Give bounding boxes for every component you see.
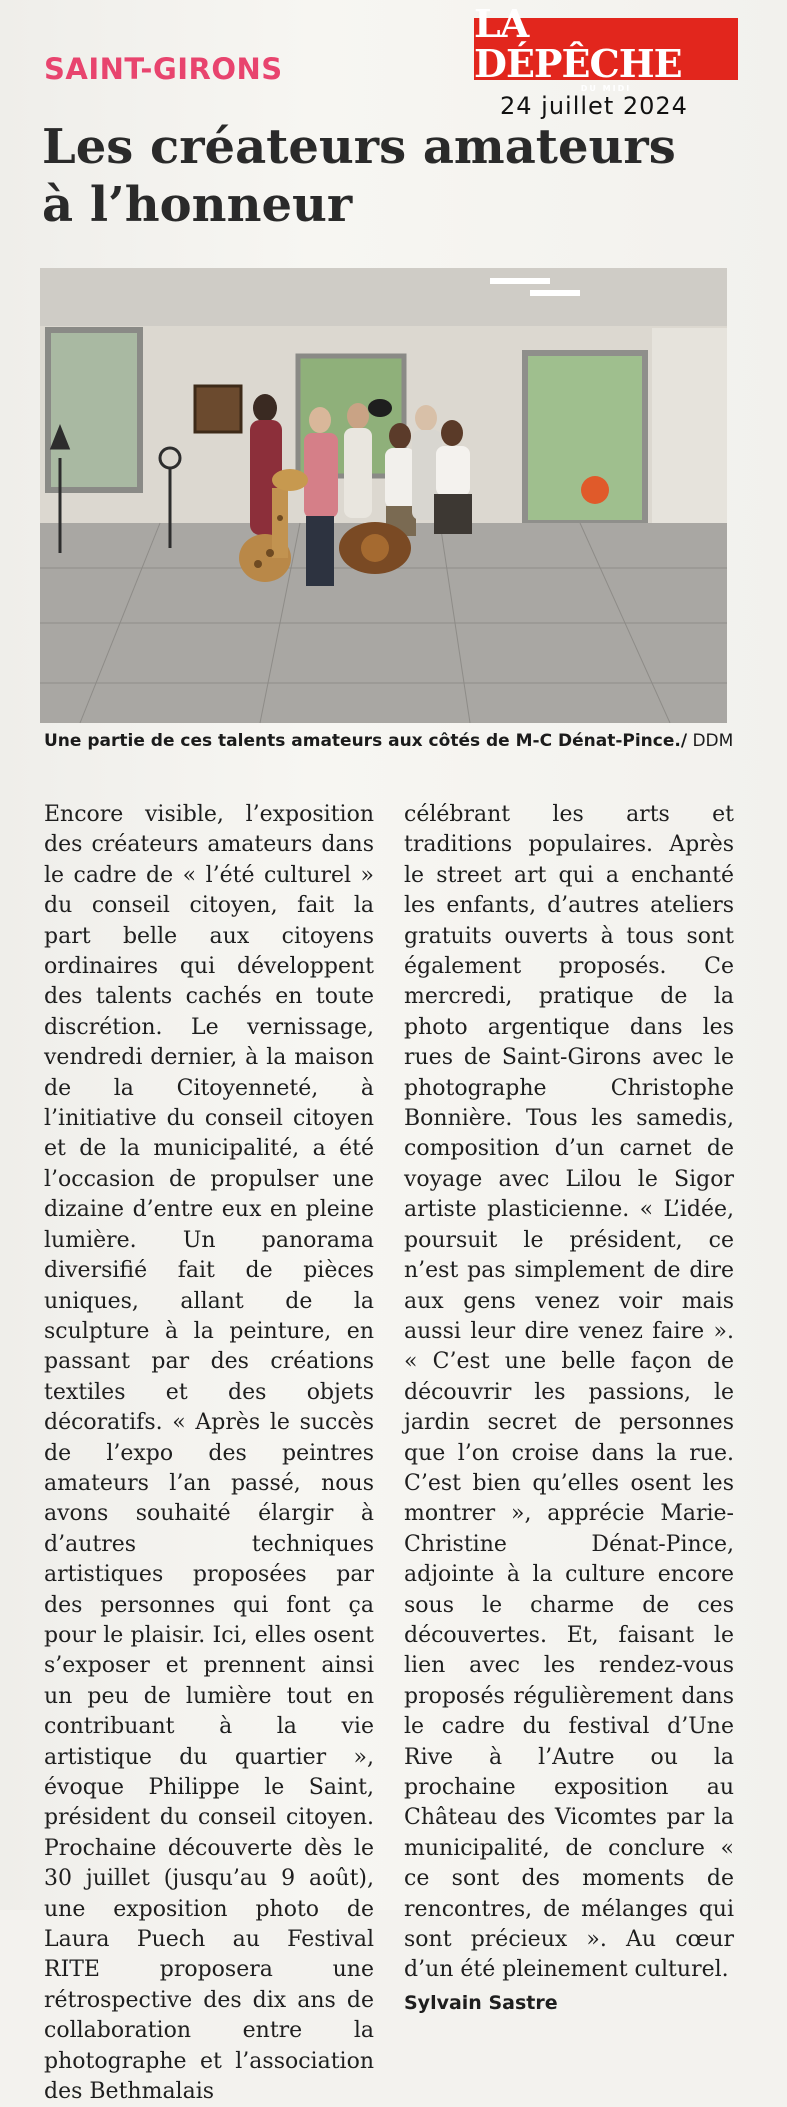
ceiling-light xyxy=(490,278,550,284)
article-column-2 xyxy=(404,800,734,2018)
headline-line-2: à l’honneur xyxy=(42,177,353,233)
logo-name: LA DÉPÊCHE xyxy=(474,1,682,86)
author-byline: Sylvain Sastre xyxy=(404,1991,558,2014)
article-body-column-1: Encore visible, l’exposition des créateurs amateurs dans le cadre de « l’été culturel » du conseil citoyen, fait la part belle aux citoyens ordinaires qui développent des talents cachés en toute discrétion. Le vernissage, vendredi dernier, à la maison de la Citoyenneté, à l’initiative du conseil citoyen et de la municipalité, a été l’occasion de propulser une dizaine d’entre eux en pleine lumière. Un panorama diversifié fait de pièces uniques, allant de la sculpture à la peinture, en passant par des créations textiles et des objets décoratifs. « Après le succès de l’expo des peintres amateurs l’an passé, nous avons souhaité élargir à d’autres techniques artistiques proposées par des personnes qui font ça pour le plaisir. Ici, elles osent s’exposer et prennent ainsi un peu de lumière tout en contribuant à la vie artistique du quartier », évoque Philippe le Saint, président du conseil citoyen. Prochaine découverte dès le 30 juillet (jusqu’au 9 août), une exposition photo de Laura Puech au Festival RITE proposera une rétrospective des dix ans de collaboration entre la photographe et l’association des Bethmalais xyxy=(44,802,374,2105)
framed-painting xyxy=(195,386,241,432)
logo-subtitle: DU MIDI xyxy=(580,84,632,93)
gallery-photo-illustration xyxy=(40,268,727,723)
newspaper-logo xyxy=(474,1,738,93)
article-headline xyxy=(42,118,742,234)
headline-line-1: Les créateurs amateurs xyxy=(42,119,676,175)
publication-date: 24 juillet 2024 xyxy=(500,92,688,120)
caption-text: Une partie de ces talents amateurs aux côtés de M-C Dénat-Pince./ xyxy=(44,731,688,751)
section-label: SAINT-GIRONS xyxy=(44,52,283,86)
photo-caption xyxy=(44,731,744,751)
ceiling-light xyxy=(530,290,580,296)
article-column-1 xyxy=(44,800,374,2107)
left-window xyxy=(48,330,140,490)
article-photo xyxy=(40,268,727,723)
red-chair xyxy=(581,476,609,504)
photo-credit: DDM xyxy=(692,731,734,751)
hedgehog-sculpture xyxy=(339,522,411,574)
article-body-column-2: célébrant les arts et traditions populaires. Après le street art qui a enchanté les enfants, d’autres ateliers gratuits ouverts à tous sont également proposés. Ce mercredi, pratique de la photo argentique dans les rues de Saint-Girons avec le photographe Christophe Bonnière. Tous les samedis, composition d’un carnet de voyage avec Lilou le Sigor artiste plasticienne. « L’idée, poursuit le président, ce n’est pas simplement de dire aux gens venez voir mais aussi leur dire venez faire ». « C’est une belle façon de découvrir les passions, le jardin secret de personnes que l’on croise dans la rue. C’est bien qu’elles osent les montrer », apprécie Marie-Christine Dénat-Pince, adjointe à la culture encore sous le charme de ces découvertes. Et, faisant le lien avec les rendez-vous proposés régulièrement dans le cadre du festival d’Une Rive à l’Autre ou la prochaine exposition au Château des Vicomtes par la municipalité, de conclure « ce sont des moments de rencontres, de mélanges qui sont précieux ». Au cœur d’un été pleinement culturel. xyxy=(404,802,734,1983)
